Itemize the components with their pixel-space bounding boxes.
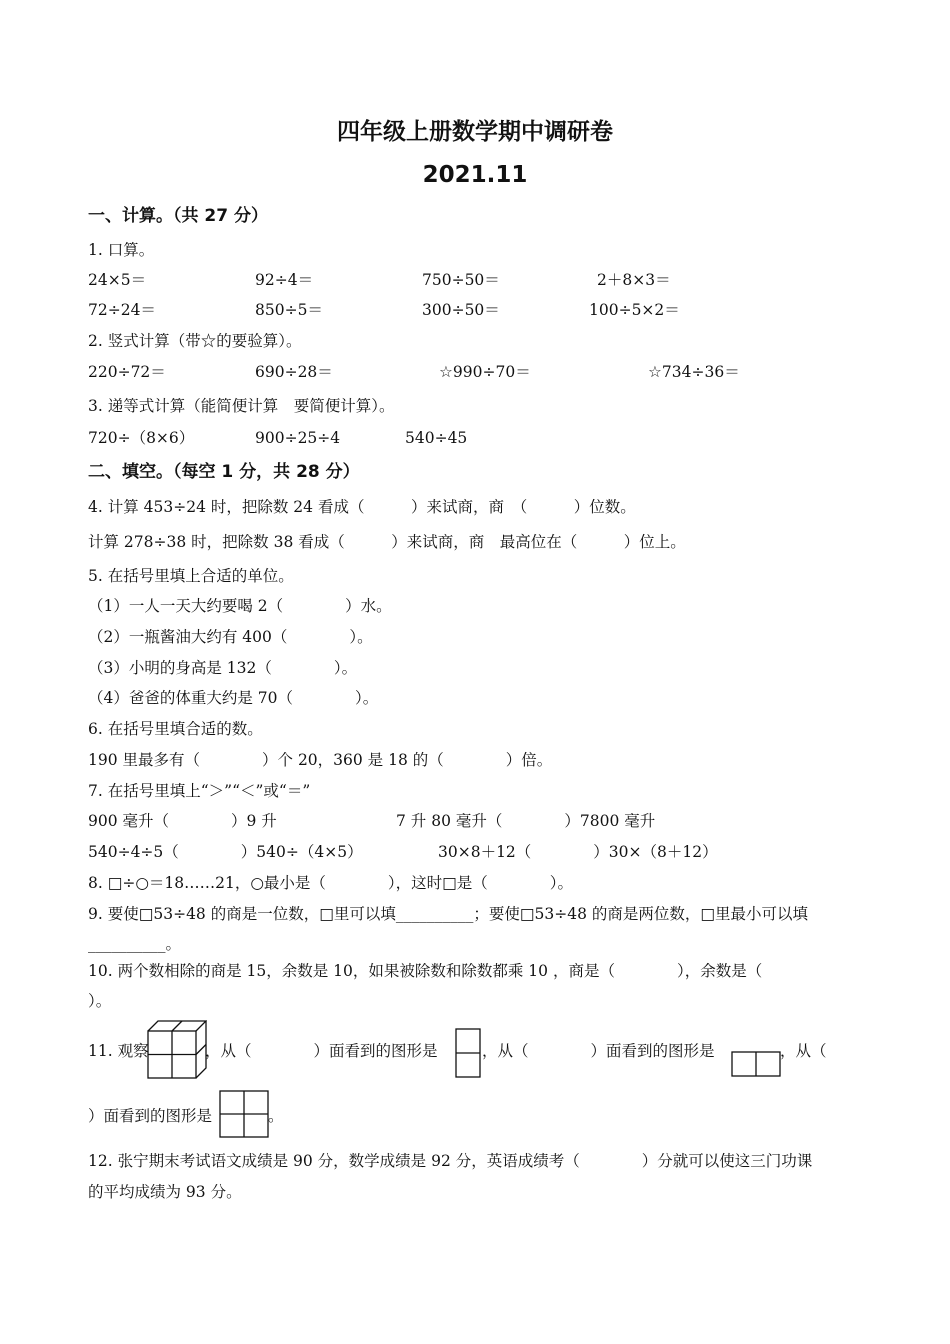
- calc-item: 72÷24＝: [88, 301, 156, 319]
- question-5-label: 5. 在括号里填上合适的单位。: [88, 567, 294, 585]
- calc-item: 750÷50＝: [422, 271, 500, 289]
- cube-stack-figure: [147, 1018, 207, 1080]
- question-11-label: 11. 观察: [88, 1042, 149, 1060]
- question-11-part-4: ）面看到的图形是: [88, 1107, 213, 1125]
- calc-item: 2＋8×3＝: [597, 271, 671, 289]
- exam-date: 2021.11: [422, 162, 528, 188]
- question-10-line-1: 10. 两个数相除的商是 15，余数是 10，如果被除数和除数都乘 10 ，商是（ ），余数是（: [88, 962, 763, 980]
- four-squares-figure: [219, 1090, 271, 1140]
- calc-item: 24×5＝: [88, 271, 147, 289]
- question-7-label: 7. 在括号里填上“＞”“＜”或“＝”: [88, 782, 311, 800]
- question-10-line-2: ）。: [88, 992, 112, 1010]
- question-11-end: 。: [268, 1107, 284, 1125]
- stepwise-calc-item: 540÷45: [405, 429, 468, 447]
- question-4-line-2: 计算 278÷38 时，把除数 38 看成（ ）来试商，商 最高位在（ ）位上。: [88, 533, 686, 551]
- question-1-label: 1. 口算。: [88, 241, 155, 259]
- question-9-line-2: __________。: [88, 935, 182, 953]
- question-6-item: 190 里最多有（ ）个 20，360 是 18 的（ ）倍。: [88, 751, 553, 769]
- calc-item: 300÷50＝: [422, 301, 500, 319]
- two-squares-horizontal-figure: [731, 1051, 783, 1078]
- page-title: 四年级上册数学期中调研卷: [337, 119, 613, 145]
- question-8: 8. □÷○＝18……21，○最小是（ ），这时□是（ ）。: [88, 874, 573, 892]
- question-11-part-3: ，从（: [780, 1042, 827, 1060]
- question-5-item: （2）一瓶酱油大约有 400（ ）。: [88, 628, 373, 646]
- question-9-line-1: 9. 要使□53÷48 的商是一位数，□里可以填__________；要使□53÷48 的商是两位数，□里最小可以填: [88, 905, 809, 923]
- question-5-item: （4）爸爸的体重大约是 70（ ）。: [88, 689, 379, 707]
- question-11-part-1: ，从（ ）面看到的图形是: [205, 1042, 438, 1060]
- question-3-label: 3. 递等式计算（能简便计算 要简便计算）。: [88, 397, 395, 415]
- section-1-heading: 一、计算。（共 27 分）: [88, 206, 268, 226]
- vertical-calc-item: ☆990÷70＝: [439, 363, 531, 381]
- question-7-item: 540÷4÷5（ ）540÷（4×5）: [88, 843, 363, 861]
- question-7-item: 7 升 80 毫升（ ）7800 毫升: [396, 812, 656, 830]
- vertical-calc-item: ☆734÷36＝: [648, 363, 740, 381]
- calc-item: 92÷4＝: [255, 271, 314, 289]
- question-7-item: 30×8＋12（ ）30×（8＋12）: [438, 843, 718, 861]
- stepwise-calc-item: 720÷（8×6）: [88, 429, 195, 447]
- vertical-calc-item: 690÷28＝: [255, 363, 333, 381]
- question-5-item: （3）小明的身高是 132（ ）。: [88, 659, 358, 677]
- question-2-label: 2. 竖式计算（带☆的要验算）。: [88, 332, 302, 350]
- calc-item: 850÷5＝: [255, 301, 323, 319]
- question-4-line-1: 4. 计算 453÷24 时，把除数 24 看成（ ）来试商，商 （ ）位数。: [88, 498, 636, 516]
- calc-item: 100÷5×2＝: [589, 301, 680, 319]
- two-squares-vertical-figure: [455, 1028, 483, 1080]
- stepwise-calc-item: 900÷25÷4: [255, 429, 341, 447]
- section-2-heading: 二、填空。（每空 1 分，共 28 分）: [88, 462, 360, 482]
- question-6-label: 6. 在括号里填合适的数。: [88, 720, 263, 738]
- question-12-line-1: 12. 张宁期末考试语文成绩是 90 分，数学成绩是 92 分，英语成绩考（ ）分就可以使这三门功课: [88, 1152, 813, 1170]
- vertical-calc-item: 220÷72＝: [88, 363, 166, 381]
- question-7-item: 900 毫升（ ）9 升: [88, 812, 277, 830]
- question-12-line-2: 的平均成绩为 93 分。: [88, 1183, 242, 1201]
- question-11-part-2: ，从（ ）面看到的图形是: [482, 1042, 715, 1060]
- question-5-item: （1）一人一天大约要喝 2（ ）水。: [88, 597, 392, 615]
